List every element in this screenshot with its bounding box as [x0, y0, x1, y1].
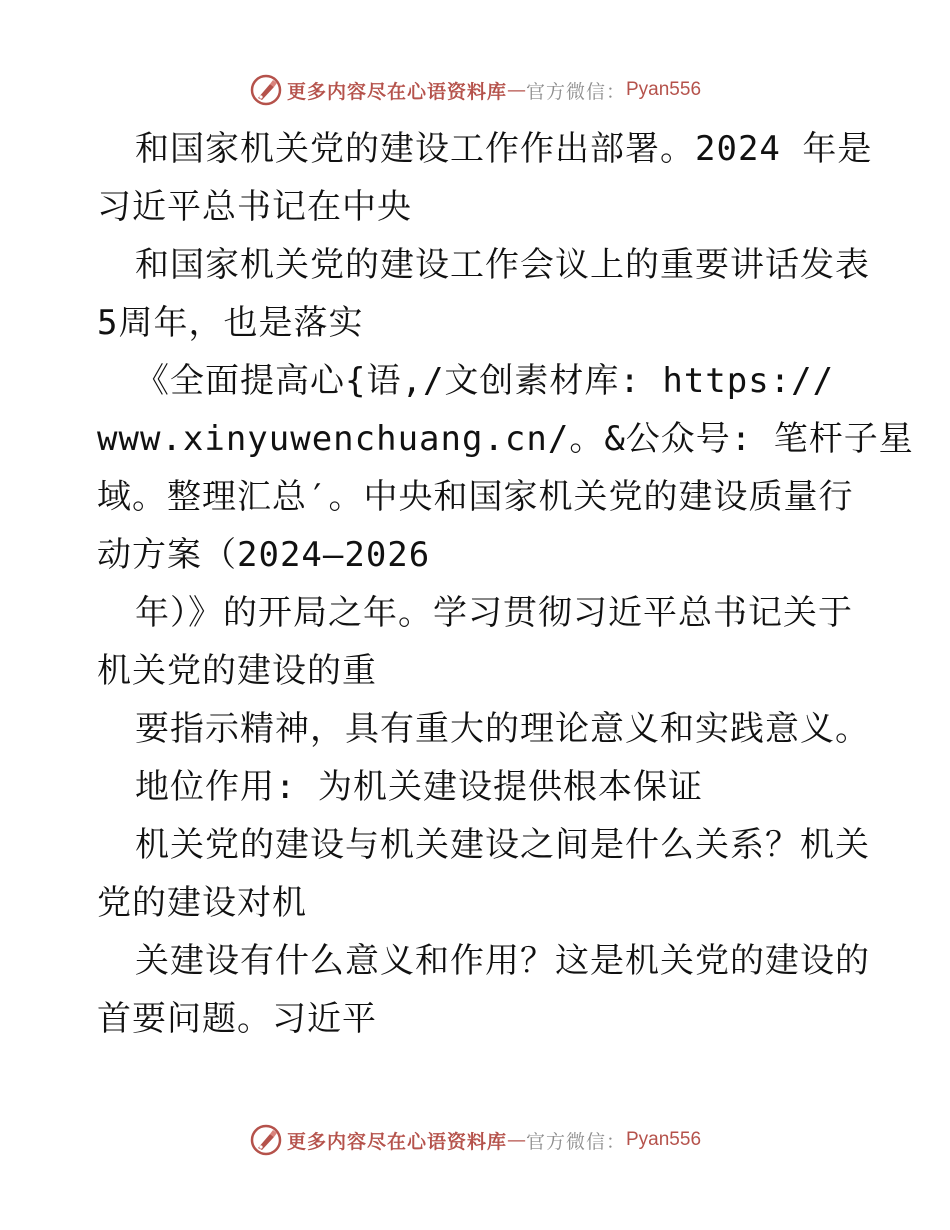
banner-wechat-handle: Pyan556 — [626, 1129, 702, 1150]
section-heading: 地位作用: 为机关建设提供根本保证 — [135, 767, 703, 807]
pen-logo-icon — [249, 73, 283, 107]
body-line: 首要问题。习近平 — [97, 999, 377, 1039]
banner-wechat-label: 官方微信： — [525, 80, 626, 103]
body-line: 和国家机关党的建设工作作出部署。2024 年是 — [135, 129, 873, 169]
body-line: 和国家机关党的建设工作会议上的重要讲话发表 — [135, 245, 870, 285]
banner-dash: — — [506, 79, 526, 101]
body-line: 5周年，也是落实 — [97, 303, 364, 343]
body-line: 要指示精神，具有重大的理论意义和实践意义。 — [135, 709, 870, 749]
body-line: 党的建设对机 — [97, 883, 307, 923]
footer-banner — [0, 1120, 950, 1160]
pen-logo-icon — [249, 1123, 283, 1157]
body-line: 动方案（2024—2026 — [97, 535, 431, 575]
body-line: 域。整理汇总′。中央和国家机关党的建设质量行 — [97, 477, 854, 517]
banner-brand-text: 更多内容尽在心语资料库 — [286, 80, 507, 103]
banner-wechat-handle: Pyan556 — [626, 79, 702, 100]
banner-wechat-label: 官方微信： — [525, 1130, 626, 1153]
banner-brand-text: 更多内容尽在心语资料库 — [286, 1130, 507, 1153]
body-line: 年）》的开局之年。学习贯彻习近平总书记关于 — [135, 593, 853, 633]
body-line: 习近平总书记在中央 — [97, 187, 412, 227]
body-line: www.xinyuwenchuang.cn/。&公众号: 笔杆子星 — [97, 419, 914, 459]
banner-dash: — — [506, 1129, 526, 1151]
body-line: 关建设有什么意义和作用？这是机关党的建设的 — [135, 941, 870, 981]
body-line: 《全面提高心{语,/文创素材库: https:// — [135, 361, 835, 401]
body-line: 机关党的建设的重 — [97, 651, 377, 691]
document-body — [97, 120, 914, 1048]
body-line: 机关党的建设与机关建设之间是什么关系？机关 — [135, 825, 870, 865]
header-banner — [0, 70, 950, 110]
